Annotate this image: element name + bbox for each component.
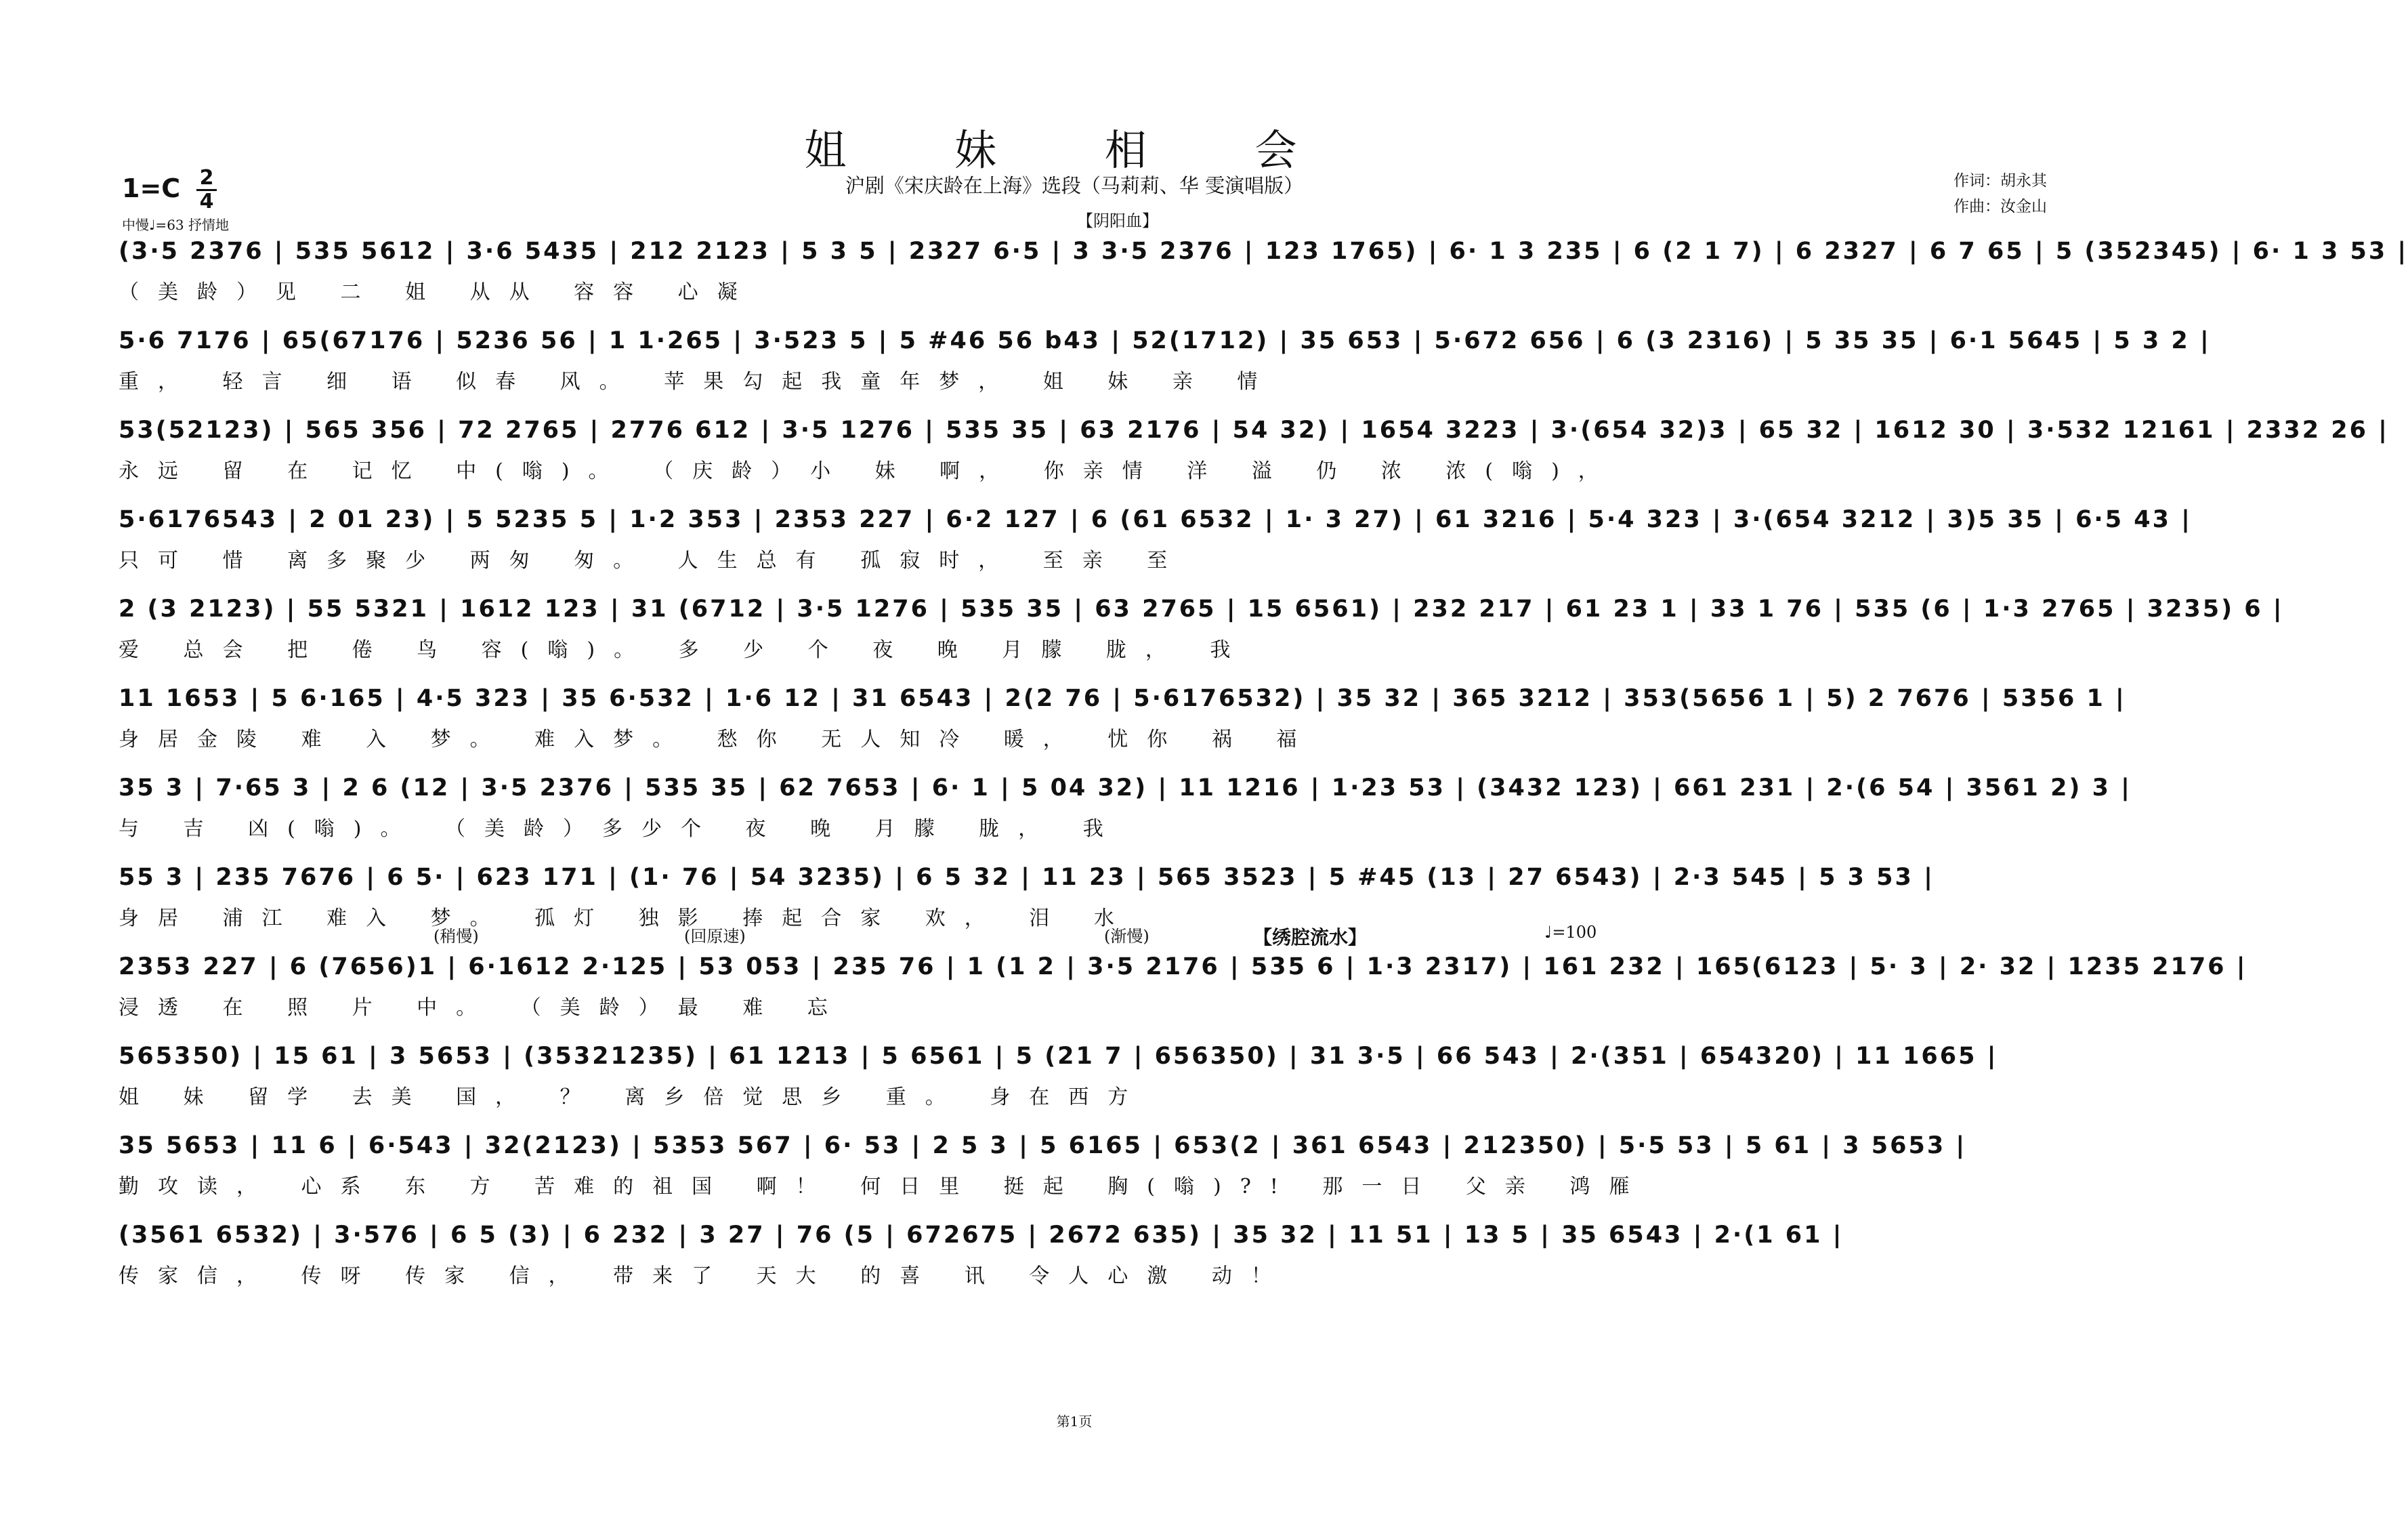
notation-line: 53(52123) | 565 356 | 72 2765 | 2776 612 | 3·5 1276 | 535 35 | 63 2176 | 54 32) | 1654 3223 | 3·(654 32)3 | 65 32 | 1612 30 | 3·532 12161 | 2332 26 |: [119, 417, 2389, 444]
page-number: 第1页: [1056, 1413, 1093, 1430]
section-marking: (回原速): [684, 927, 746, 946]
lyric-line: （美龄）见 二 姐 从从 容容 心凝: [119, 280, 757, 304]
section-marking: 【绣腔流水】: [1253, 926, 1368, 949]
composer-credit: 作曲：汝金山: [1953, 198, 2047, 215]
notation-line: 2 (3 2123) | 55 5321 | 1612 123 | 31 (6712 | 3·5 1276 | 535 35 | 63 2765 | 15 6561) | 232 217 | 61 23 1 | 33 1 76 | 535 (6 | 1·3 2765 | 3235) 6 |: [119, 596, 2284, 623]
notation-line: 2353 227 | 6 (7656)1 | 6·1612 2·125 | 53 053 | 235 76 | 1 (1 2 | 3·5 2176 | 535 6 | 1·3 2317) | 161 232 | 165(6123 | 5· 3 | 2· 32 | 1235 2176 |: [119, 953, 2247, 980]
time-signature-bottom: 4: [199, 190, 214, 213]
notation-line: (3·5 2376 | 535 5612 | 3·6 5435 | 212 2123 | 5 3 5 | 2327 6·5 | 3 3·5 2376 | 123 1765) | 6· 1 3 235 | 6 (2 1 7) | 6 2327 | 6 7 65 | 5 (352345) | 6· 1 3 53 |: [119, 238, 2408, 265]
time-signature-top: 2: [199, 166, 214, 190]
lyric-line: 与 吉 凶(嗡)。 （美龄）多少个 夜 晚 月朦 胧， 我: [119, 817, 1122, 841]
credits: [1953, 168, 2047, 220]
lyric-line: 重， 轻言 细 语 似春 风。 苹果勾起我童年梦， 姐 妹 亲 情: [119, 370, 1277, 394]
lyric-line: 身居金陵 难 入 梦。 难入梦。 愁你 无人知冷 暖， 忧你 祸 福: [119, 728, 1316, 751]
lyric-line: 身居 浦江 难入 梦。 孤灯 独影 捧起合家 欢， 泪 水: [119, 907, 1133, 930]
notation-line: (3561 6532) | 3·576 | 6 5 (3) | 6 232 | 3 27 | 76 (5 | 672675 | 2672 635) | 35 32 | 11 51 | 13 5 | 35 6543 | 2·(1 61 |: [119, 1222, 1844, 1249]
section-marking: (稍慢): [434, 927, 479, 946]
lyric-line: 永远 留 在 记忆 中(嗡)。 （庆龄）小 妹 啊， 你亲情 洋 溢 仍 浓 浓(嗡)，: [119, 459, 1618, 483]
section-marking: 【阴阳血】: [1077, 211, 1158, 230]
lyric-line: 浸透 在 照 片 中。 （美龄）最 难 忘: [119, 996, 847, 1020]
time-signature: [196, 168, 217, 212]
lyric-line: 只可 惜 离多聚少 两匆 匆。 人生总有 孤寂时， 至亲 至: [119, 549, 1187, 573]
section-marking: ♩=100: [1544, 923, 1597, 942]
notation-line: 35 5653 | 11 6 | 6·543 | 32(2123) | 5353 567 | 6· 53 | 2 5 3 | 5 6165 | 653(2 | 361 6543 | 212350) | 5·5 53 | 5 61 | 3 5653 |: [119, 1132, 1967, 1159]
score-header: [0, 0, 2149, 237]
lyric-line: 勤攻读， 心系 东 方 苦难的祖国 啊！ 何日里 挺起 胸(嗡)?! 那一日 父亲 鸿雁: [119, 1175, 1649, 1199]
notation-line: 5·6176543 | 2 01 23) | 5 5235 5 | 1·2 353 | 2353 227 | 6·2 127 | 6 (61 6532 | 1· 3 27) | 61 3216 | 5·4 323 | 3·(654 3212 | 3)5 35 | 6·5 43 |: [119, 506, 2192, 533]
notation-line: 5·6 7176 | 65(67176 | 5236 56 | 1 1·265 | 3·523 5 | 5 #46 56 b43 | 52(1712) | 35 653 | 5·672 656 | 6 (3 2316) | 5 35 35 | 6·1 5645 | 5 3 2 |: [119, 327, 2211, 354]
notation-line: 565350) | 15 61 | 3 5653 | (35321235) | 61 1213 | 5 6561 | 5 (21 7 | 656350) | 31 3·5 | 66 543 | 2·(351 | 654320) | 11 1665 |: [119, 1043, 1998, 1070]
notation-line: 55 3 | 235 7676 | 6 5· | 623 171 | (1· 76 | 54 3235) | 6 5 32 | 11 23 | 565 3523 | 5 #45 (13 | 27 6543) | 2·3 545 | 5 3 53 |: [119, 864, 1935, 891]
page-subtitle: 沪剧《宋庆龄在上海》选段（马莉莉、华 雯演唱版）: [845, 174, 1304, 197]
lyric-line: 传家信， 传呀 传家 信， 带来了 天大 的喜 讯 令人心激 动！: [119, 1264, 1290, 1288]
lyric-line: 爱 总会 把 倦 鸟 容(嗡)。 多 少 个 夜 晚 月朦 胧， 我: [119, 638, 1250, 662]
section-marking: (渐慢): [1104, 927, 1149, 946]
tempo-marking: 中慢♩=63 抒情地: [122, 217, 229, 233]
page-title: 姐 妹 相 会: [804, 125, 1345, 175]
notation-line: 11 1653 | 5 6·165 | 4·5 323 | 35 6·532 | 1·6 12 | 31 6543 | 2(2 76 | 5·6176532) | 35 32 | 365 3212 | 353(5656 1 | 5) 2 7676 | 5356 1 |: [119, 685, 2126, 712]
lyric-line: 姐 妹 留学 去美 国， ？ 离乡倍觉思乡 重。 身在西方: [119, 1085, 1147, 1109]
notation-line: 35 3 | 7·65 3 | 2 6 (12 | 3·5 2376 | 535 35 | 62 7653 | 6· 1 | 5 04 32) | 11 1216 | 1·23 53 | (3432 123) | 661 231 | 2·(6 54 | 3561 2) 3 |: [119, 774, 2132, 802]
key-signature: 1=C: [122, 173, 181, 203]
lyricist-credit: 作词：胡永其: [1953, 172, 2047, 190]
